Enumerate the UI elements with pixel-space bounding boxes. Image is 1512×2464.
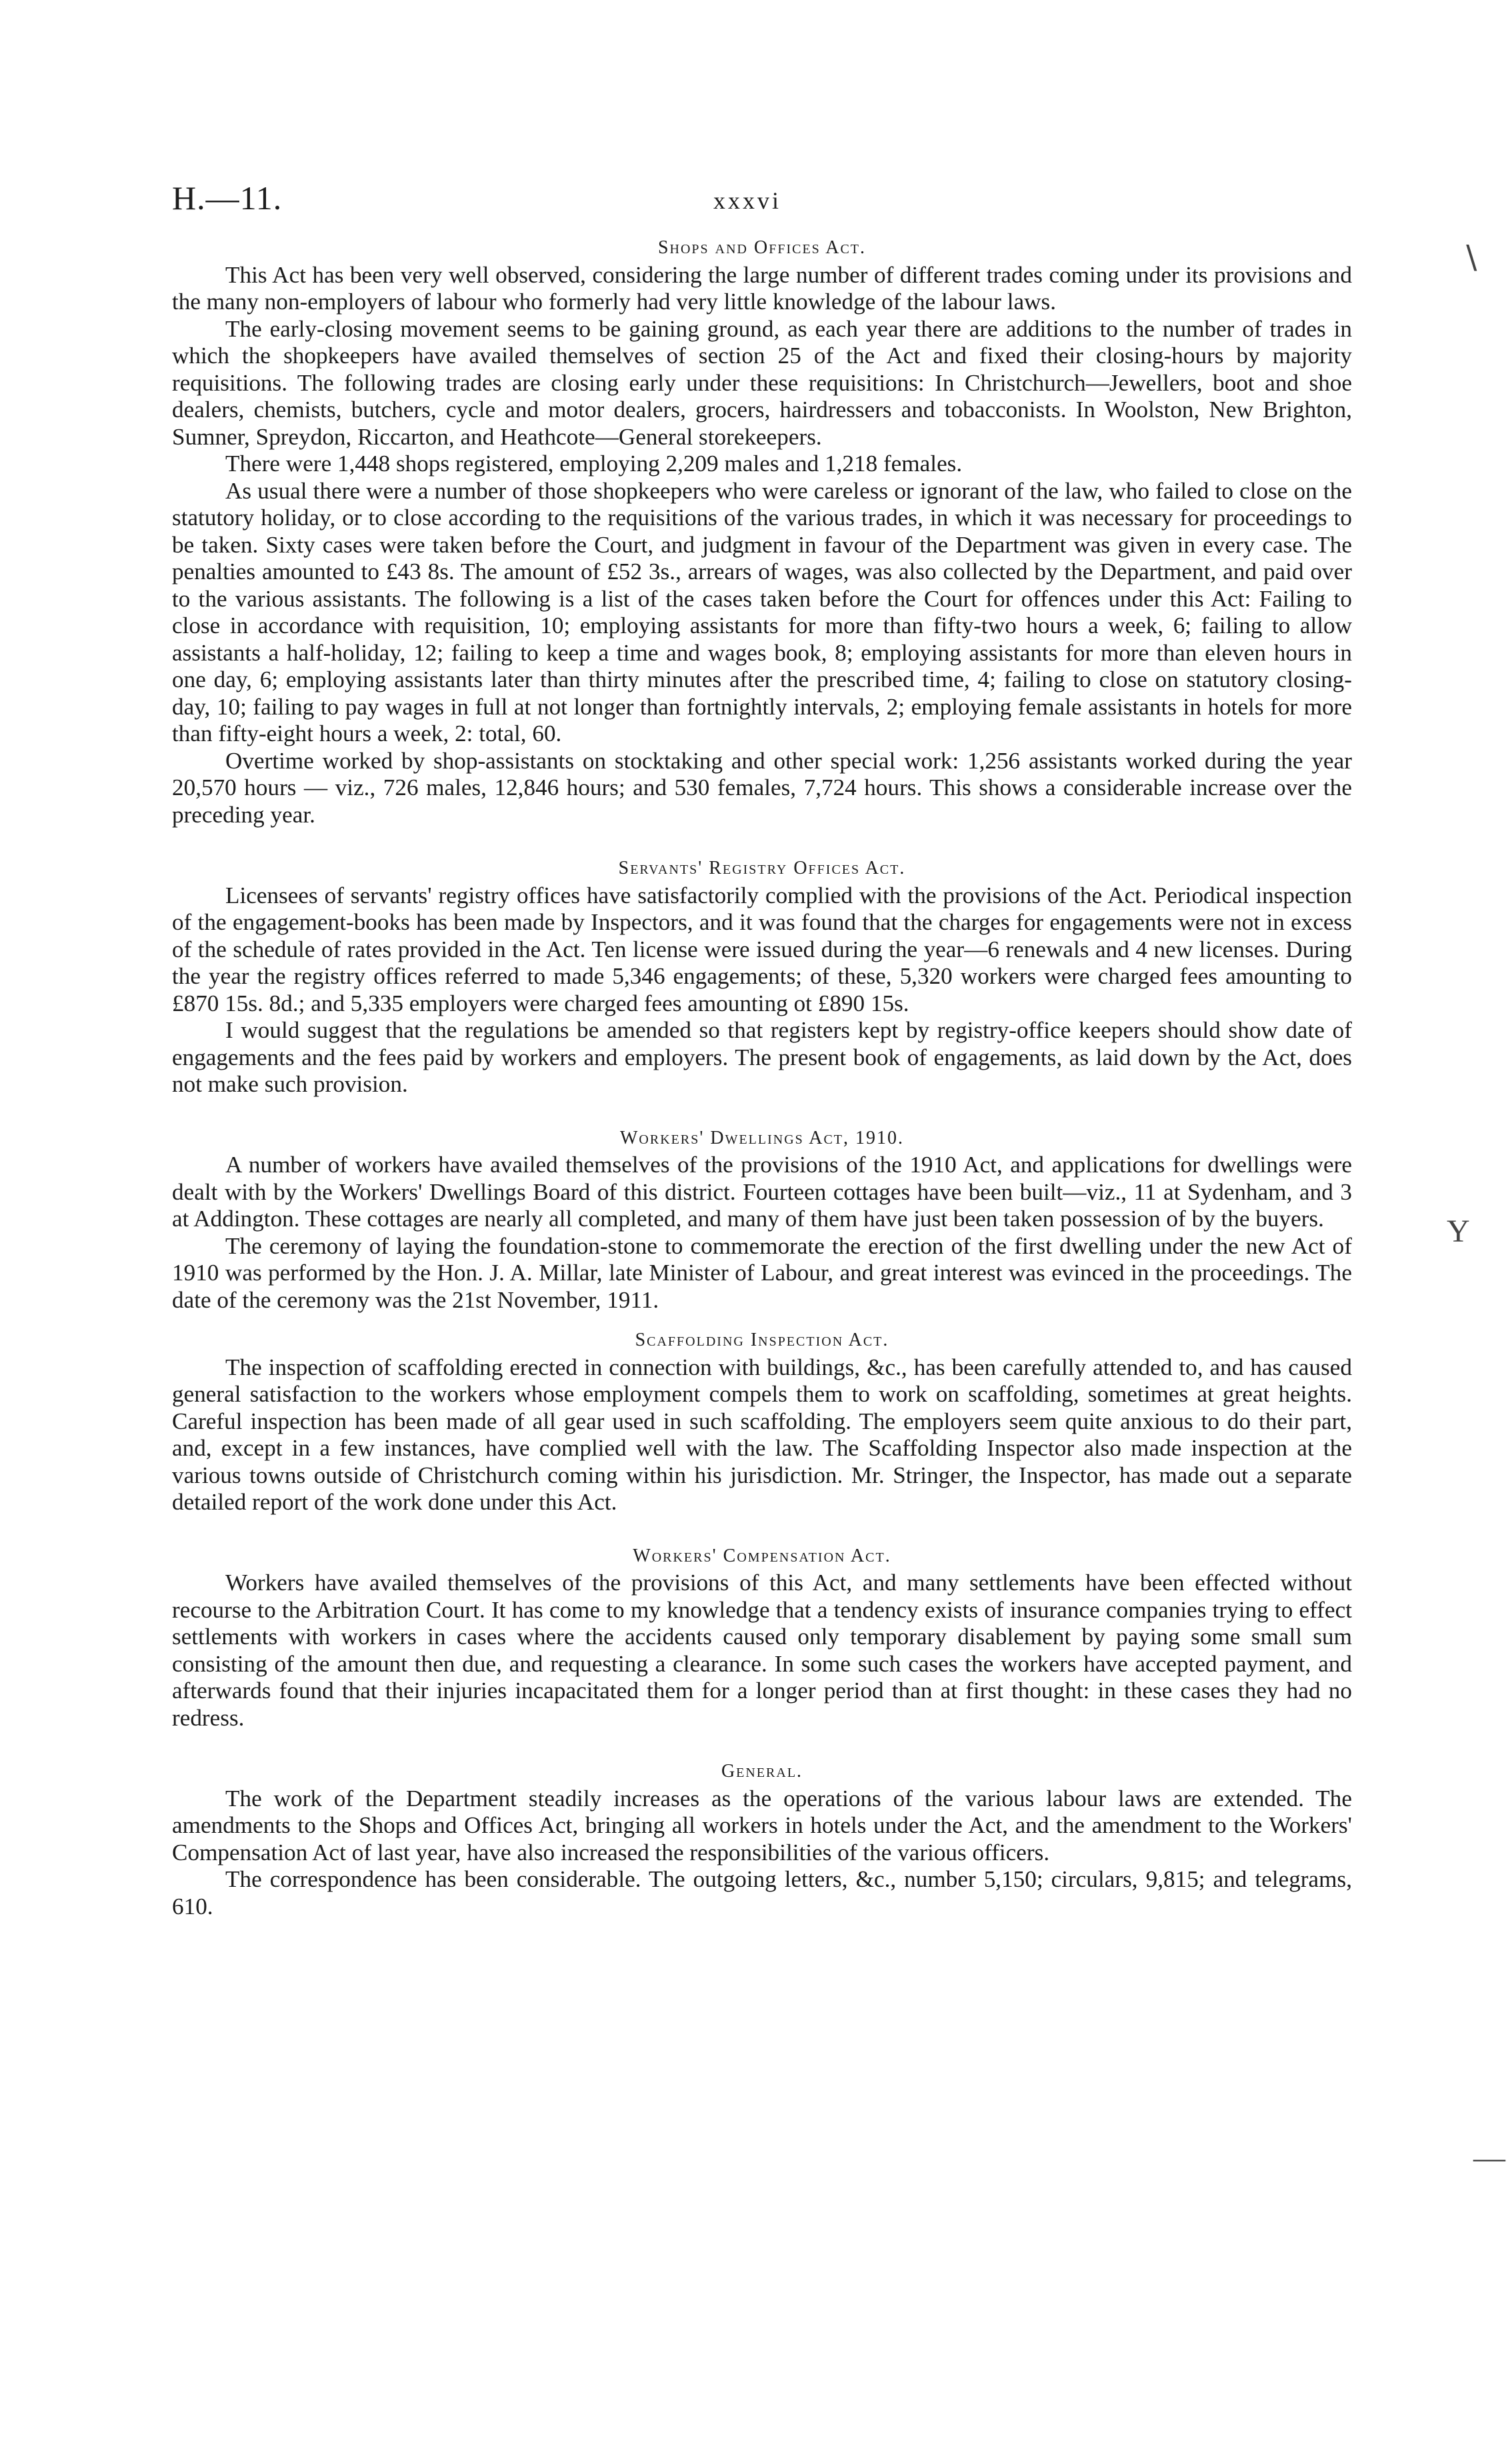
- paragraph: A number of workers have availed themselves of the provisions of the 1910 Act, and applications for dwellings were dealt with by the Workers' Dwellings Board of this district. Fourteen cottages have been built—viz., 11 at Sydenham, and 3 at Addington. These cottages are nearly all completed, and many of them have just been taken possession of by the buyers.: [172, 1152, 1352, 1232]
- paragraph: The correspondence has been considerable. The outgoing letters, &c., number 5,150; circulars, 9,815; and telegrams, 610.: [172, 1866, 1352, 1919]
- section-heading-scaffolding: Scaffolding Inspection Act.: [635, 1330, 889, 1350]
- paragraph: As usual there were a number of those shopkeepers who were careless or ignorant of the law, who failed to close on the statutory holiday, or to close according to the requisitions of the various trades, in which it was necessary for proceedings to be taken. Sixty cases were taken before the Court, and judgment in favour of the Department was given in every case. The penalties amounted to £43 8s. The amount of £52 3s., arrears of wages, was also collected by the Department, and paid over to the various assistants. The following is a list of the cases taken before the Court for offences under this Act: Failing to close in accordance with requisition, 10; employing assistants for more than fifty-two hours a week, 6; failing to allow assistants a half-holiday, 12; failing to keep a time and wages book, 8; employing assistants for more than eleven hours in one day, 6; employing assistants later than thirty minutes after the prescribed time, 4; failing to close on statutory closing-day, 10; failing to pay wages in full at not longer than fortnightly intervals, 2; employing female assistants in hotels for more than fifty-eight hours a week, 2: total, 60.: [172, 477, 1352, 746]
- paragraph: Overtime worked by shop-assistants on stocktaking and other special work: 1,256 assistants worked during the year 20,570 hours — viz., 726 males, 12,846 hours; and 530 females, 7,724 hours. This shows a considerable increase over the preceding year.: [172, 747, 1352, 828]
- paragraph: There were 1,448 shops registered, employing 2,209 males and 1,218 females.: [225, 451, 963, 477]
- page-number: xxxvi: [713, 187, 782, 214]
- paragraph: The work of the Department steadily increases as the operations of the various labour laws are extended. The amendments to the Shops and Offices Act, bringing all workers in hotels under the Act, and the amendment to the Workers' Compensation Act of last year, have also increased the responsibilities of the various officers.: [172, 1785, 1352, 1865]
- paragraph: Licensees of servants' registry offices have satisfactorily complied with the provisions of the Act. Periodical inspection of the engagement-books has been made by Inspectors, and it was found that the charges for engagements were not in excess of the schedule of rates provided in the Act. Ten license were issued during the year—6 renewals and 4 new licenses. During the year the registry offices referred to made 5,346 engagements; of these, 5,320 workers were charged fees amounting to £870 15s. 8d.; and 5,335 employers were charged fees amounting ot £890 15s.: [172, 882, 1352, 1016]
- paragraph: This Act has been very well observed, considering the large number of different trades coming under its provisions and the many non-employers of labour who formerly had very little knowledge of the labour laws.: [172, 261, 1352, 315]
- scan-mark: —: [1473, 2140, 1505, 2175]
- section-heading-shops-offices: Shops and Offices Act.: [657, 237, 867, 258]
- section-heading-workers-dwellings: Workers' Dwellings Act, 1910.: [619, 1127, 905, 1148]
- paragraph: Workers have availed themselves of the provisions of this Act, and many settlements have been effected without recourse to the Arbitration Court. It has come to my knowledge that a tendency exists of insurance companies trying to effect settlements with workers in cases where the accidents caused only temporary disablement by paying some small sum consisting of the amount then due, and requesting a clearance. In some such cases the workers have accepted payment, and afterwards found that their injuries incapacitated them for a longer period than at first thought: in these cases they had no redress.: [172, 1570, 1352, 1731]
- paragraph: I would suggest that the regulations be amended so that registers kept by registry-office keepers should show date of engagements and the fees paid by workers and employers. The present book of engagements, as laid down by the Act, does not make such provision.: [172, 1017, 1352, 1097]
- paragraph: The inspection of scaffolding erected in connection with buildings, &c., has been carefully attended to, and has caused general satisfaction to the workers whose employment compels them to work on scaffolding, sometimes at great heights. Careful inspection has been made of all gear used in such scaffolding. The employers seem quite anxious to do their part, and, except in a few instances, have complied well with the law. The Scaffolding Inspector also made inspection at the various towns outside of Christchurch coming within his jurisdiction. Mr. Stringer, the Inspector, has made out a separate detailed report of the work done under this Act.: [172, 1354, 1352, 1515]
- document-code: H.—11.: [172, 179, 283, 217]
- section-heading-general: General.: [721, 1761, 803, 1782]
- scan-mark: Υ: [1447, 1214, 1470, 1249]
- document-body: [172, 235, 1352, 1920]
- scan-mark: ∖: [1460, 241, 1481, 277]
- paragraph: The ceremony of laying the foundation-stone to commemorate the erection of the first dwelling under the new Act of 1910 was performed by the Hon. J. A. Millar, late Minister of Labour, and great interest was evinced in the proceedings. The date of the ceremony was the 21st November, 1911.: [172, 1232, 1352, 1313]
- section-heading-servants-registry: Servants' Registry Offices Act.: [618, 858, 906, 878]
- section-heading-workers-compensation: Workers' Compensation Act.: [633, 1545, 891, 1566]
- paragraph: The early-closing movement seems to be gaining ground, as each year there are additions to the number of trades in which the shopkeepers have availed themselves of section 25 of the Act and fixed their closing-hours by majority requisitions. The following trades are closing early under these requisitions: In Christchurch—Jewellers, boot and shoe dealers, chemists, butchers, cycle and motor dealers, grocers, hairdressers and tobacconists. In Woolston, New Brighton, Sumner, Spreydon, Riccarton, and Heathcote—General storekeepers.: [172, 315, 1352, 450]
